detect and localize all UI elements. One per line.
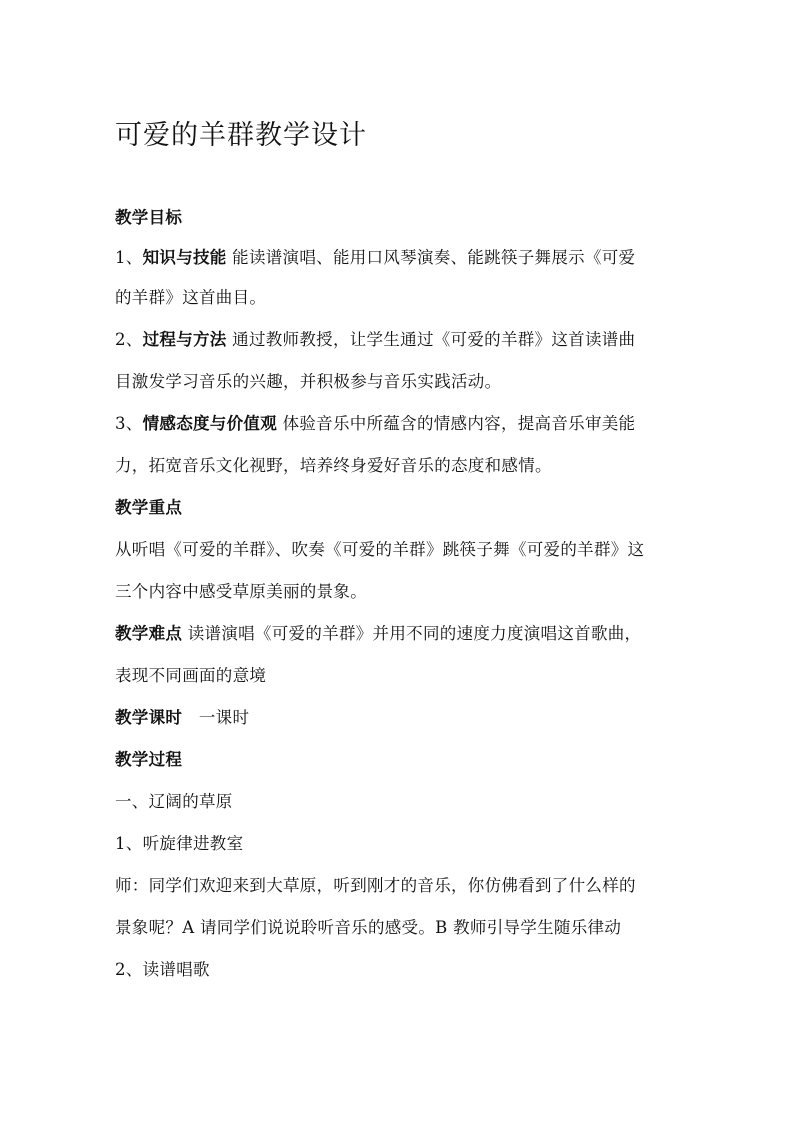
objective-1-line-1: [115, 247, 635, 269]
objective-3-label: 情感态度与价值观: [142, 414, 278, 433]
step-2: 2、读谱唱歌: [115, 960, 210, 979]
objective-3-line-1: [115, 413, 635, 435]
teacher-text-line-2: 景象呢？A 请同学们说说聆听音乐的感受。B 教师引导学生随乐律动: [115, 918, 622, 937]
objective-2-label: 过程与方法: [142, 330, 227, 349]
objective-1-number: 1、: [115, 248, 143, 267]
objective-2-number: 2、: [115, 330, 143, 349]
objective-2-text: 通过教师教授，让学生通过《可爱的羊群》这首读谱曲: [232, 330, 636, 349]
difficulty-line-2: 表现不同画面的意境: [115, 666, 267, 685]
process-heading: 教学过程: [115, 750, 183, 769]
objectives-heading: 教学目标: [115, 208, 183, 227]
objective-3-number: 3、: [115, 414, 143, 433]
section-1-heading: 一、辽阔的草原: [115, 792, 233, 811]
objective-1-line-2: 的羊群》这首曲目。: [115, 288, 267, 307]
key-points-line-1: 从听唱《可爱的羊群》、吹奏《可爱的羊群》跳筷子舞《可爱的羊群》这: [115, 540, 645, 559]
key-points-line-2: 三个内容中感受草原美丽的景象。: [115, 582, 367, 601]
hours-label: 教学课时: [115, 708, 183, 727]
key-points-heading: 教学重点: [115, 498, 183, 517]
document-title: 可爱的羊群教学设计: [115, 120, 367, 151]
objective-3-text: 体验音乐中所蕴含的情感内容，提高音乐审美能: [282, 414, 636, 433]
difficulty-text: 读谱演唱《可爱的羊群》并用不同的速度力度演唱这首歌曲，: [187, 624, 642, 643]
objective-3-line-2: 力，拓宽音乐文化视野，培养终身爱好音乐的态度和感情。: [115, 456, 552, 475]
step-1: 1、听旋律进教室: [115, 834, 244, 853]
objective-1-label: 知识与技能: [142, 248, 227, 267]
difficulty-label: 教学难点: [115, 624, 183, 643]
objective-2-line-2: 目激发学习音乐的兴趣，并积极参与音乐实践活动。: [115, 372, 502, 391]
objective-2-line-1: [115, 329, 635, 351]
hours-line: [115, 707, 249, 729]
difficulty-line-1: [115, 623, 641, 645]
teacher-text-line-1: 师：同学们欢迎来到大草原，听到刚才的音乐，你仿佛看到了什么样的: [115, 876, 636, 895]
objective-1-text: 能读谱演唱、能用口风琴演奏、能跳筷子舞展示《可爱: [232, 248, 636, 267]
hours-value: 一课时: [198, 708, 250, 727]
